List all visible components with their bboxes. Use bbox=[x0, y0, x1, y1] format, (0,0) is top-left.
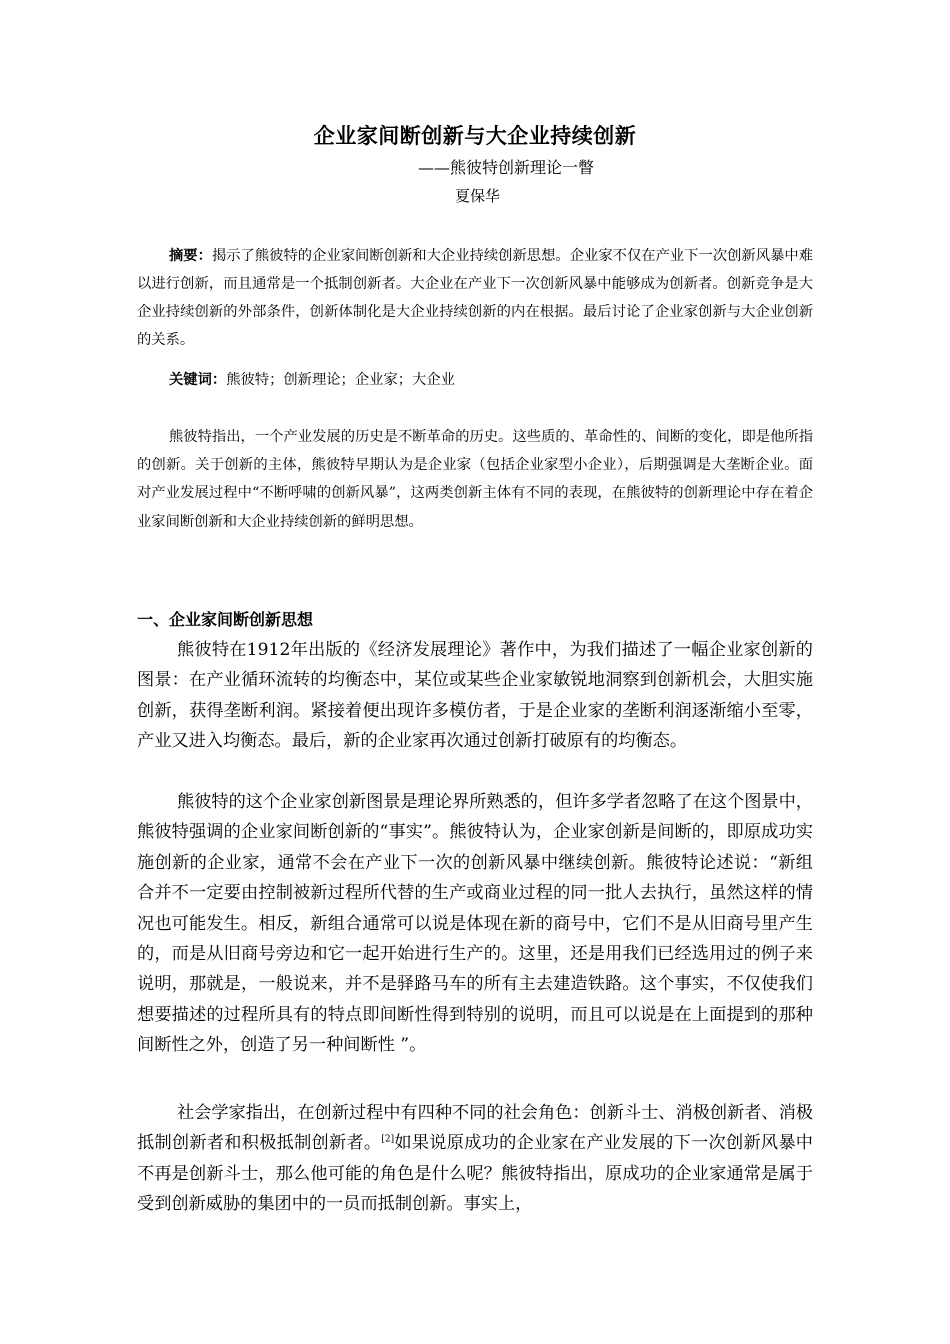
keywords-line bbox=[169, 366, 809, 394]
paragraph-3-text-start: 社会学家指出，在创新过程中有四种不同的社会角色：创新斗士、消极创新者、消极抵制创新者和积极抵制创新者。 bbox=[137, 1103, 813, 1154]
keywords-label: 关键词： bbox=[169, 372, 227, 388]
document-author: 夏保华 bbox=[455, 187, 501, 205]
abstract-label: 摘要： bbox=[169, 248, 212, 264]
section-heading: 一、企业家间断创新思想 bbox=[137, 610, 314, 629]
body-paragraph-2: 熊彼特的这个企业家创新图景是理论界所熟悉的，但许多学者忽略了在这个图景中，熊彼特强调的企业家间断创新的“事实”。熊彼特认为，企业家创新是间断的，即原成功实施创新的企业家，通常不会在产业下一次的创新风暴中继续创新。熊彼特论述说：“新组合并不一定要由控制被新过程所代替的生产或商业过程的同一批人去执行，虽然这样的情况也可能发生。相反，新组合通常可以说是体现在新的商号中，它们不是从旧商号里产生的，而是从旧商号旁边和它一起开始进行生产的。这里，还是用我们已经选用过的例子来说明，那就是，一般说来，并不是驿路马车的所有主去建造铁路。这个事实，不仅使我们想要描述的过程所具有的特点即间断性得到特别的说明，而且可以说是在上面提到的那种间断性之外，创造了另一种间断性 ”。 bbox=[137, 792, 813, 1056]
keywords-text: 熊彼特；创新理论；企业家；大企业 bbox=[226, 372, 455, 388]
abstract-text: 揭示了熊彼特的企业家间断创新和大企业持续创新思想。企业家不仅在产业下一次创新风暴中难以进行创新，而且通常是一个抵制创新者。大企业在产业下一次创新风暴中能够成为创新者。创新竞争是大企业持续创新的外部条件，创新体制化是大企业持续创新的内在根据。最后讨论了企业家创新与大企业创新的关系。 bbox=[137, 248, 813, 348]
citation-reference: [2] bbox=[381, 1134, 395, 1145]
body-paragraph-1: 熊彼特在1912年出版的《经济发展理论》著作中，为我们描述了一幅企业家创新的图景：在产业循环流转的均衡态中，某位或某些企业家敏锐地洞察到创新机会，大胆实施创新，获得垄断利润。紧接着便出现许多模仿者，于是企业家的垄断利润逐渐缩小至零，产业又进入均衡态。最后，新的企业家再次通过创新打破原有的均衡态。 bbox=[137, 640, 813, 752]
document-title: 企业家间断创新与大企业持续创新 bbox=[313, 124, 637, 148]
body-paragraph-3 bbox=[137, 1098, 813, 1220]
paragraph-3-text-end: 如果说原成功的企业家在产业发展的下一次创新风暴中不再是创新斗士，那么他可能的角色是什么呢？熊彼特指出，原成功的企业家通常是属于受到创新威胁的集团中的一员而抵制创新。事实上， bbox=[137, 1133, 813, 1215]
document-subtitle: ——熊彼特创新理论一瞥 bbox=[418, 158, 595, 177]
abstract-paragraph bbox=[137, 242, 813, 354]
intro-paragraph: 熊彼特指出，一个产业发展的历史是不断革命的历史。这些质的、革命性的、间断的变化，即是他所指的创新。关于创新的主体，熊彼特早期认为是企业家（包括企业家型小企业），后期强调是大垄断企业。面对产业发展过程中“不断呼啸的创新风暴”，这两类创新主体有不同的表现，在熊彼特的创新理论中存在着企业家间断创新和大企业持续创新的鲜明思想。 bbox=[137, 429, 813, 530]
